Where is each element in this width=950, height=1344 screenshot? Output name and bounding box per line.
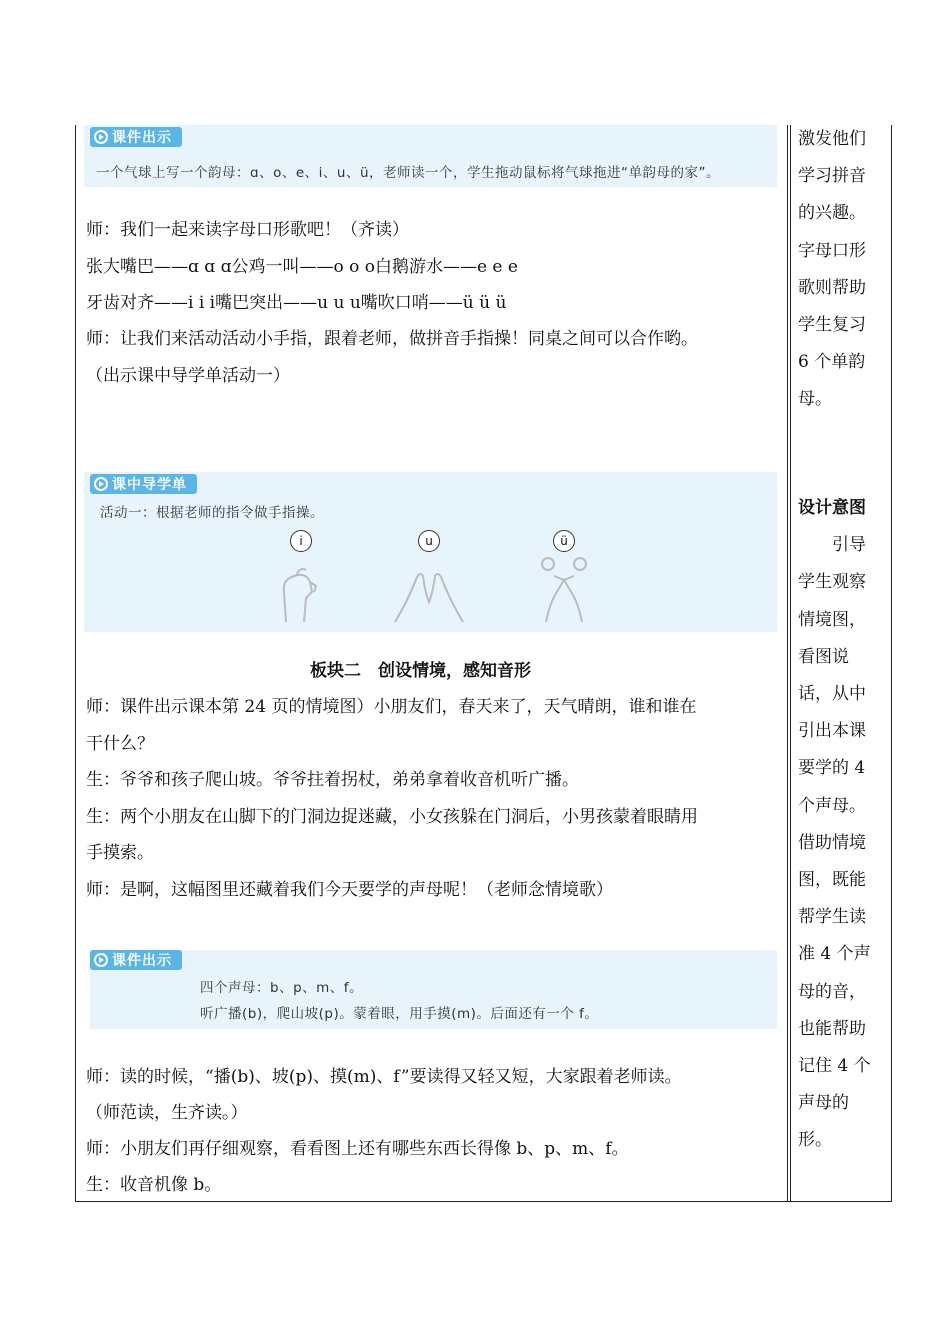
side-line: 引导 — [798, 535, 866, 556]
courseware-text: 四个声母：b、p、m、f。 — [200, 980, 364, 996]
dialogue-line: 师：小朋友们再仔细观察，看看图上还有哪些东西长得像 b、p、m、f。 — [86, 1139, 629, 1159]
lesson-table — [75, 125, 892, 1202]
hand-gesture-icon — [524, 552, 604, 624]
side-line: 歌则帮助 — [798, 277, 866, 298]
design-intent — [798, 490, 871, 1160]
design-intent-title: 设计意图 — [798, 498, 866, 518]
gesture-u — [389, 530, 469, 628]
dialogue-line: 师：读的时候，“播(b)、坡(p)、摸(m)、f”要读得又轻又短，大家跟着老师读。 — [86, 1067, 682, 1087]
gesture-letter: ü — [553, 530, 575, 552]
side-line: 情境图， — [798, 609, 866, 630]
courseware-box — [90, 950, 777, 1029]
column-divider — [787, 125, 788, 1201]
dialogue-line: 手摸索。 — [86, 843, 154, 863]
guide-tag-label: 课中导学单 — [112, 477, 187, 493]
side-line: 借助情境 — [798, 832, 866, 853]
side-line: 引出本课 — [798, 721, 866, 742]
courseware-box — [84, 125, 777, 187]
dialogue-line: 师：我们一起来读字母口形歌吧！（齐读） — [86, 220, 409, 240]
side-line: 学生观察 — [798, 572, 866, 593]
side-line: 激发他们 — [798, 129, 866, 149]
side-line: 话，从中 — [798, 684, 866, 705]
courseware-tag — [90, 950, 182, 970]
guide-text: 活动一：根据老师的指令做手指操。 — [100, 505, 324, 521]
guide-box — [84, 472, 777, 632]
hand-gesture-icon — [389, 552, 469, 624]
side-note — [798, 121, 866, 419]
dialogue-line: （师范读，生齐读。） — [86, 1103, 248, 1123]
dialogue-line: 生：爷爷和孩子爬山坡。爷爷拄着拐杖，弟弟拿着收音机听广播。 — [86, 770, 579, 790]
side-line: 学生复习 — [798, 315, 866, 336]
side-line: 记住 4 个 — [798, 1056, 871, 1077]
dialogue-line: 师：课件出示课本第 24 页的情境图）小朋友们，春天来了，天气晴朗，谁和谁在 — [86, 697, 697, 717]
side-line: 个声母。 — [798, 795, 866, 816]
gesture-i — [266, 530, 336, 628]
hand-gesture-icon — [266, 552, 336, 624]
side-line: 6 个单韵 — [798, 352, 866, 373]
courseware-text: 听广播(b)，爬山坡(p)。蒙着眼，用手摸(m)。后面还有一个 f。 — [200, 1006, 599, 1022]
side-line: 母的音， — [798, 981, 866, 1002]
side-line: 帮学生读 — [798, 907, 866, 928]
gesture-letter: u — [418, 530, 440, 552]
dialogue-line: 牙齿对齐——i i i嘴巴突出——u u u嘴吹口哨——ü ü ü — [86, 293, 507, 313]
side-line: 看图说 — [798, 646, 849, 667]
gesture-letter: i — [290, 530, 312, 552]
dialogue-line: 师：让我们来活动活动小手指，跟着老师，做拼音手指操！同桌之间可以合作哟。 — [86, 329, 698, 349]
dialogue-line: 干什么？ — [86, 734, 154, 754]
side-line: 也能帮助 — [798, 1018, 866, 1039]
side-line: 图，既能 — [798, 870, 866, 891]
play-icon — [94, 953, 108, 967]
guide-tag — [90, 474, 197, 494]
dialogue-line: 张大嘴巴——ɑ ɑ ɑ公鸡一叫——o o o白鹅游水——e e e — [86, 257, 518, 277]
side-line: 母。 — [798, 389, 832, 410]
side-line: 形。 — [798, 1130, 832, 1151]
section-heading: 板块二 创设情境，感知音形 — [310, 661, 531, 681]
side-line: 学习拼音 — [798, 166, 866, 187]
play-icon — [94, 477, 108, 491]
courseware-tag-label: 课件出示 — [112, 130, 172, 146]
courseware-text: 一个气球上写一个韵母：ɑ、o、e、i、u、ü，老师读一个，学生拖动鼠标将气球拖进“单韵母的家”。 — [96, 165, 720, 181]
dialogue-line: 生：两个小朋友在山脚下的门洞边捉迷藏，小女孩躲在门洞后，小男孩蒙着眼睛用 — [86, 807, 698, 827]
gesture-v — [524, 530, 604, 628]
dialogue-line: 生：收音机像 b。 — [86, 1175, 222, 1195]
courseware-tag-label: 课件出示 — [112, 953, 172, 969]
courseware-tag — [90, 127, 182, 147]
dialogue-line: 师：是啊，这幅图里还藏着我们今天要学的声母呢！（老师念情境歌） — [86, 880, 613, 900]
side-line: 要学的 4 — [798, 758, 866, 779]
dialogue-line: （出示课中导学单活动一） — [86, 366, 290, 386]
side-line: 声母的 — [798, 1093, 849, 1114]
side-line: 字母口形 — [798, 240, 866, 261]
side-line: 准 4 个声 — [798, 944, 871, 965]
play-icon — [94, 130, 108, 144]
column-divider — [790, 125, 791, 1201]
side-line: 的兴趣。 — [798, 203, 866, 224]
